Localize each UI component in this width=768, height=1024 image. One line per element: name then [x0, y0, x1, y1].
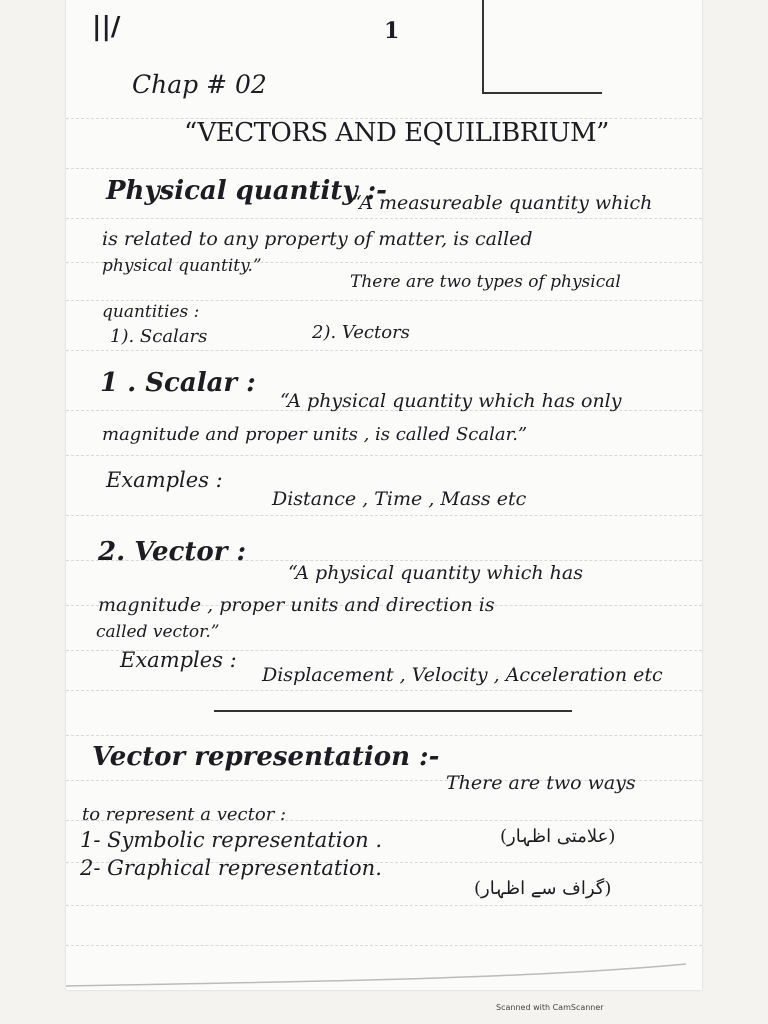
- corner-mark: ||/: [92, 12, 121, 42]
- ruled-line: [66, 905, 702, 906]
- type-vectors: 2). Vectors: [312, 322, 410, 343]
- representation-item1: 1- Symbolic representation .: [80, 828, 382, 852]
- scanner-watermark: Scanned with CamScanner: [496, 1003, 604, 1012]
- page-title: “VECTORS AND EQUILIBRIUM”: [184, 118, 609, 148]
- ruled-line: [66, 218, 702, 219]
- physical-quantity-def-line2: is related to any property of matter, is called: [102, 228, 533, 250]
- vector-def-line2: magnitude , proper units and direction is: [98, 594, 495, 616]
- representation-item2-urdu: (گراف سے اظہار): [474, 878, 612, 899]
- page-number: 1: [384, 18, 400, 44]
- representation-intro-line2: to represent a vector :: [82, 804, 287, 825]
- ruled-line: [66, 350, 702, 351]
- representation-intro-line1: There are two ways: [446, 772, 636, 794]
- ruled-line: [66, 945, 702, 946]
- ruled-line: [66, 300, 702, 301]
- ruled-line: [66, 735, 702, 736]
- representation-item1-urdu: (علامتی اظہار): [500, 826, 616, 847]
- physical-quantity-types-line2: quantities :: [102, 302, 200, 322]
- ruled-line: [66, 455, 702, 456]
- vector-def-line3: called vector.”: [96, 622, 220, 642]
- notebook-page: [66, 0, 702, 990]
- scalar-def-line1: “A physical quantity which has only: [280, 390, 622, 412]
- vector-def-line1: “A physical quantity which has: [288, 562, 583, 584]
- scalar-examples-label: Examples :: [106, 468, 223, 492]
- physical-quantity-def-line3: physical quantity.”: [102, 256, 262, 276]
- scalar-examples: Distance , Time , Mass etc: [272, 488, 527, 510]
- representation-heading: Vector representation :-: [92, 742, 440, 772]
- vector-examples: Displacement , Velocity , Acceleration etc: [262, 664, 663, 686]
- header-box: [482, 0, 602, 94]
- physical-quantity-def-line1: “A measureable quantity which: [352, 192, 653, 214]
- vector-examples-label: Examples :: [120, 648, 237, 672]
- physical-quantity-types-line1: There are two types of physical: [350, 272, 621, 292]
- physical-quantity-heading: Physical quantity :-: [106, 176, 387, 206]
- representation-item2: 2- Graphical representation.: [80, 856, 382, 880]
- ruled-line: [66, 515, 702, 516]
- chapter-label: Chap # 02: [132, 70, 267, 99]
- section-divider: [214, 710, 572, 712]
- ruled-line: [66, 168, 702, 169]
- scalar-def-line2: magnitude and proper units , is called Scalar.”: [102, 424, 528, 445]
- scalar-heading: 1 . Scalar :: [100, 368, 256, 398]
- page-curl: [66, 956, 702, 990]
- vector-heading: 2. Vector :: [98, 537, 247, 567]
- ruled-line: [66, 690, 702, 691]
- type-scalars: 1). Scalars: [110, 326, 208, 347]
